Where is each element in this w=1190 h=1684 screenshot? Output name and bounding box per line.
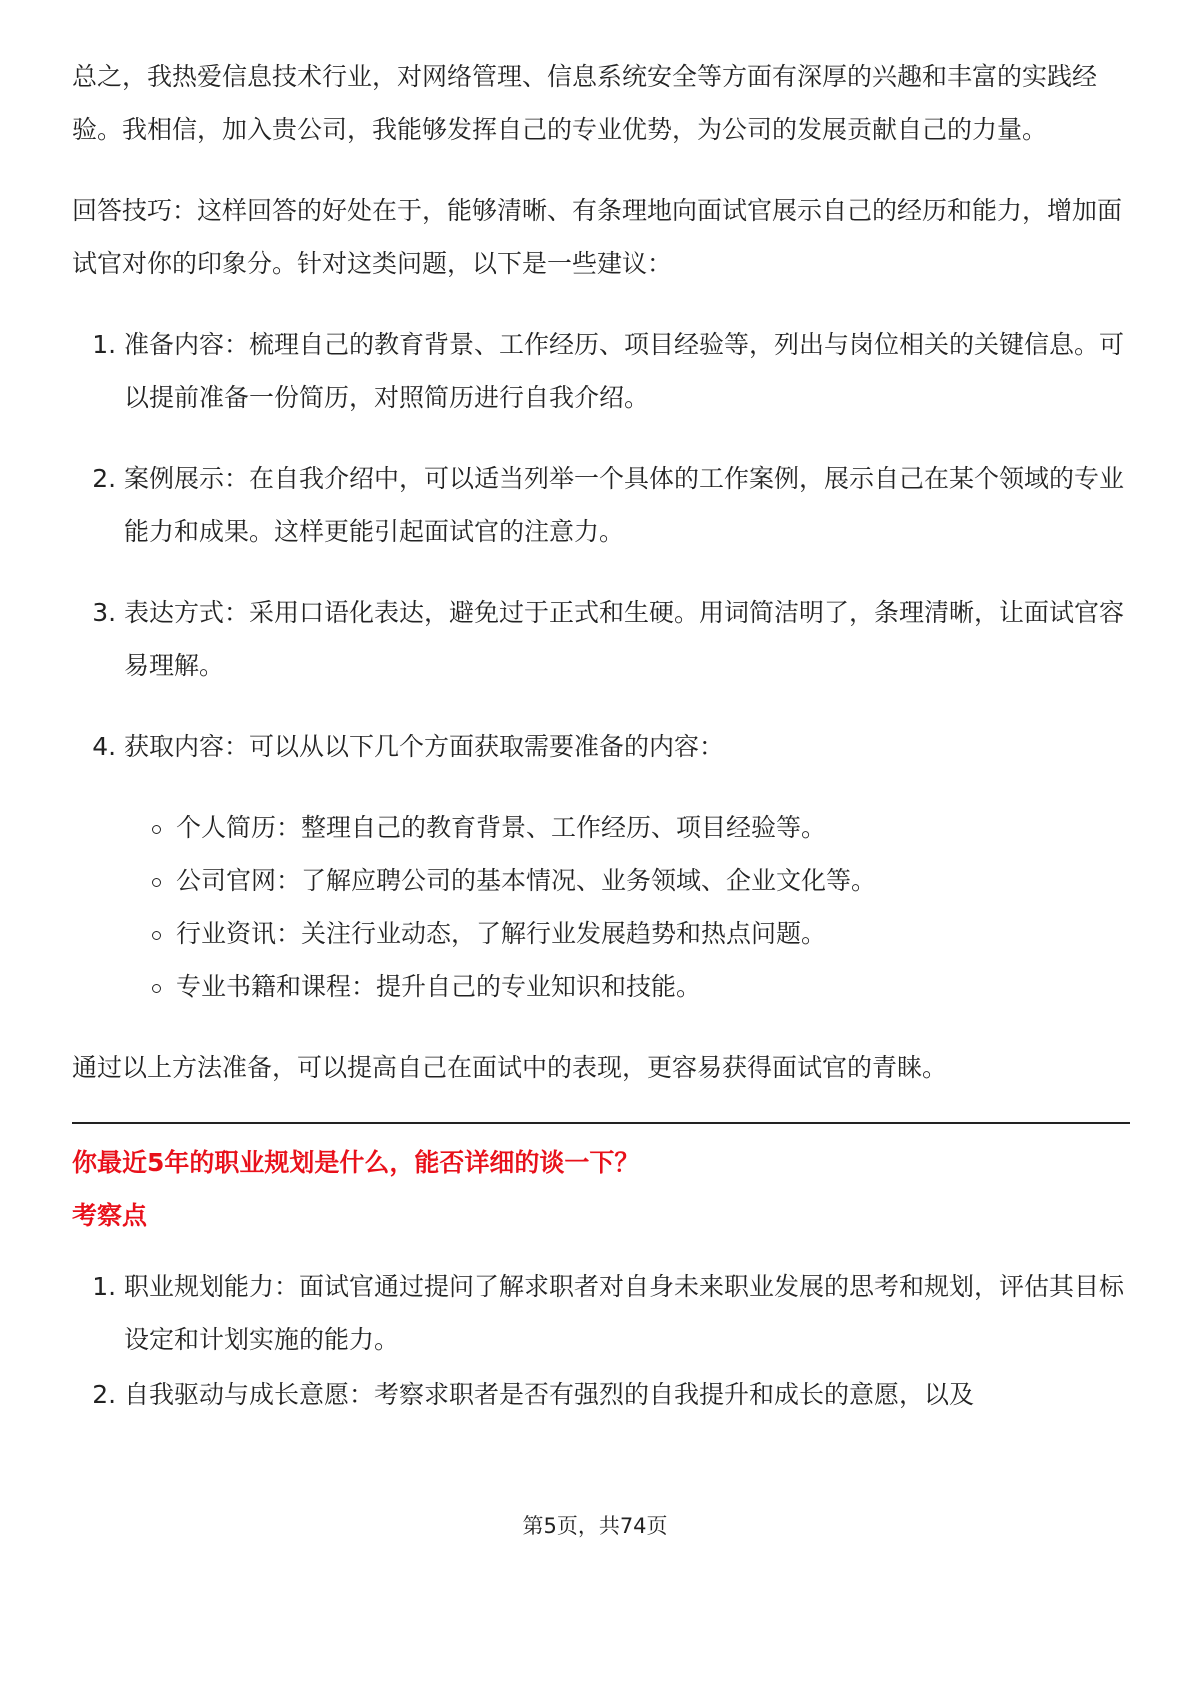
list-item-text: 自我驱动与成长意愿：考察求职者是否有强烈的自我提升和成长的意愿，以及 — [124, 1380, 975, 1409]
list-item-text: 准备内容：梳理自己的教育背景、工作经历、项目经验等，列出与岗位相关的关键信息。可以提前准备一份简历，对照简历进行自我介绍。 — [124, 330, 1125, 412]
list-item — [124, 1260, 1130, 1366]
sources-list — [124, 801, 1130, 1013]
list-item — [124, 318, 1130, 424]
list-item — [124, 1368, 1130, 1421]
document-body — [72, 50, 1130, 1421]
sub-list-item: 个人简历：整理自己的教育背景、工作经历、项目经验等。 — [150, 801, 1130, 854]
sub-list-item: 行业资讯：关注行业动态，了解行业发展趋势和热点问题。 — [150, 907, 1130, 960]
tips-intro-paragraph: 回答技巧：这样回答的好处在于，能够清晰、有条理地向面试官展示自己的经历和能力，增加面试官对你的印象分。针对这类问题，以下是一些建议： — [72, 196, 1123, 278]
points-list — [72, 1260, 1130, 1421]
list-item-text: 表达方式：采用口语化表达，避免过于正式和生硬。用词简洁明了，条理清晰，让面试官容易理解。 — [124, 598, 1125, 680]
list-item — [124, 452, 1130, 558]
list-item — [124, 720, 1130, 1013]
divider — [72, 1122, 1130, 1124]
list-item — [124, 586, 1130, 692]
summary-paragraph: 总之，我热爱信息技术行业，对网络管理、信息系统安全等方面有深厚的兴趣和丰富的实践经验。我相信，加入贵公司，我能够发挥自己的专业优势，为公司的发展贡献自己的力量。 — [72, 62, 1098, 144]
list-item-text: 案例展示：在自我介绍中，可以适当列举一个具体的工作案例，展示自己在某个领域的专业能力和成果。这样更能引起面试官的注意力。 — [124, 464, 1125, 546]
list-item-text: 职业规划能力：面试官通过提问了解求职者对自身未来职业发展的思考和规划，评估其目标设定和计划实施的能力。 — [124, 1272, 1125, 1354]
sub-list-item: 专业书籍和课程：提升自己的专业知识和技能。 — [150, 960, 1130, 1013]
page-number: 第5页，共74页 — [522, 1514, 668, 1538]
sub-list-item: 公司官网：了解应聘公司的基本情况、业务领域、企业文化等。 — [150, 854, 1130, 907]
closing-paragraph: 通过以上方法准备，可以提高自己在面试中的表现，更容易获得面试官的青睐。 — [72, 1053, 948, 1082]
section-label: 考察点 — [72, 1201, 148, 1230]
list-item-text: 获取内容：可以从以下几个方面获取需要准备的内容： — [124, 732, 725, 761]
tips-list — [72, 318, 1130, 1013]
question-heading: 你最近5年的职业规划是什么，能否详细的谈一下？ — [72, 1148, 640, 1177]
